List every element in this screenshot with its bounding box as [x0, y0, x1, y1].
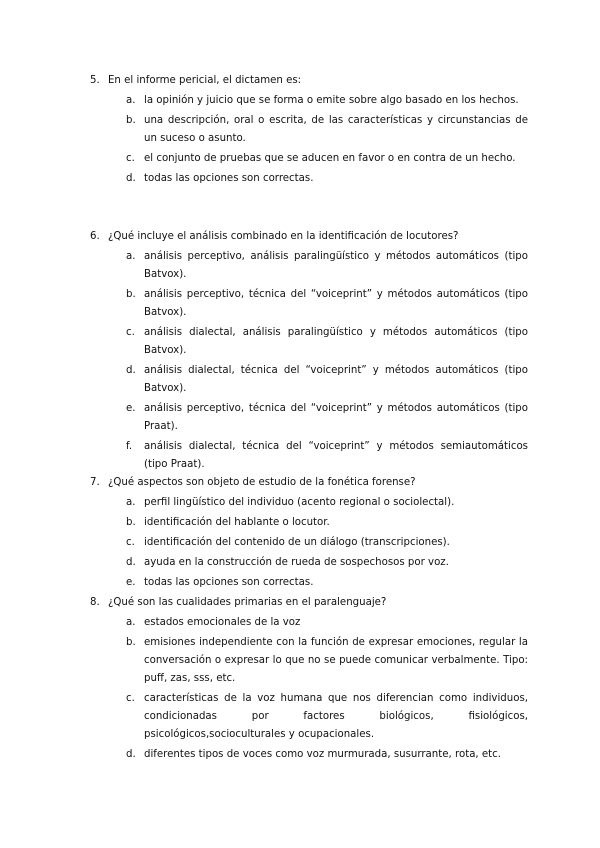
- option-text: análisis perceptivo, técnica del “voiceprint” y métodos automáticos (tipo Batvox).: [144, 289, 528, 318]
- option-list: [90, 614, 530, 764]
- option-text: identificación del contenido de un diálogo (transcripciones).: [144, 537, 450, 548]
- question-text: ¿Qué incluye el análisis combinado en la identificación de locutores?: [108, 231, 459, 242]
- option-text: ayuda en la construcción de rueda de sospechosos por voz.: [144, 557, 449, 568]
- option-item: [90, 514, 530, 532]
- option-item: [90, 554, 530, 572]
- option-text: el conjunto de pruebas que se aducen en favor o en contra de un hecho.: [144, 153, 516, 164]
- option-letter: b.: [126, 517, 136, 528]
- question-text: ¿Qué aspectos son objeto de estudio de la fonética forense?: [108, 477, 416, 488]
- option-letter: a.: [126, 617, 136, 628]
- option-text: análisis dialectal, técnica del “voiceprint” y métodos semiautomáticos (tipo Praat).: [144, 441, 528, 470]
- option-item: [90, 112, 530, 148]
- option-letter: a.: [126, 251, 136, 262]
- option-text: perfil lingüístico del individuo (acento regional o sociolectal).: [144, 497, 455, 508]
- option-item: [90, 690, 530, 744]
- option-item: [90, 574, 530, 592]
- option-item: [90, 248, 530, 284]
- option-list: [90, 494, 530, 592]
- option-text: identificación del hablante o locutor.: [144, 517, 330, 528]
- question-text: ¿Qué son las cualidades primarias en el paralenguaje?: [108, 597, 387, 608]
- question-number: 7.: [90, 477, 100, 488]
- option-text: todas las opciones son correctas.: [144, 173, 314, 184]
- option-letter: c.: [126, 537, 135, 548]
- option-letter: b.: [126, 637, 136, 648]
- option-text: análisis dialectal, análisis paralingüístico y métodos automáticos (tipo Batvox).: [144, 327, 528, 356]
- option-letter: e.: [126, 403, 136, 414]
- option-text: análisis dialectal, técnica del “voiceprint” y métodos automáticos (tipo Batvox).: [144, 365, 528, 394]
- question-8: [90, 594, 530, 766]
- option-letter: d.: [126, 557, 136, 568]
- question-number: 5.: [90, 75, 100, 86]
- option-letter: c.: [126, 693, 135, 704]
- option-letter: b.: [126, 289, 136, 300]
- option-letter: c.: [126, 153, 135, 164]
- question-text: En el informe pericial, el dictamen es:: [108, 75, 302, 86]
- option-text: una descripción, oral o escrita, de las características y circunstancias de un suceso o asunto.: [144, 115, 528, 144]
- option-text: estados emocionales de la voz: [144, 617, 301, 628]
- option-item: [90, 362, 530, 398]
- option-item: [90, 400, 530, 436]
- option-item: [90, 534, 530, 552]
- question-6: [90, 228, 530, 476]
- option-item: [90, 494, 530, 512]
- option-letter: a.: [126, 95, 136, 106]
- option-item: [90, 150, 530, 168]
- option-text: la opinión y juicio que se forma o emite sobre algo basado en los hechos.: [144, 95, 519, 106]
- option-letter: f.: [126, 441, 133, 452]
- option-text: características de la voz humana que nos diferencian como individuos, condicionadas por factores biológicos, fisiológicos, psicológicos,socioculturales y ocupacionales.: [144, 693, 528, 740]
- option-text: análisis perceptivo, técnica del “voiceprint” y métodos automáticos (tipo Praat).: [144, 403, 528, 432]
- option-text: emisiones independiente con la función de expresar emociones, regular la conversación o expresar lo que no se puede comunicar verbalmente. Tipo: puff, zas, sss, etc.: [144, 637, 528, 684]
- option-item: [90, 634, 530, 688]
- question-7: [90, 474, 530, 594]
- option-item: [90, 170, 530, 188]
- question-5: [90, 72, 530, 190]
- option-letter: c.: [126, 327, 135, 338]
- option-letter: d.: [126, 173, 136, 184]
- option-text: análisis perceptivo, análisis paralingüístico y métodos automáticos (tipo Batvox).: [144, 251, 528, 280]
- option-letter: a.: [126, 497, 136, 508]
- question-number: 8.: [90, 597, 100, 608]
- option-text: diferentes tipos de voces como voz murmurada, susurrante, rota, etc.: [144, 749, 502, 760]
- option-item: [90, 438, 530, 474]
- option-item: [90, 324, 530, 360]
- option-item: [90, 92, 530, 110]
- option-letter: d.: [126, 365, 136, 376]
- option-text: todas las opciones son correctas.: [144, 577, 314, 588]
- option-list: [90, 248, 530, 474]
- option-letter: d.: [126, 749, 136, 760]
- option-item: [90, 746, 530, 764]
- question-number: 6.: [90, 231, 100, 242]
- option-item: [90, 286, 530, 322]
- option-list: [90, 92, 530, 188]
- option-item: [90, 614, 530, 632]
- option-letter: e.: [126, 577, 136, 588]
- option-letter: b.: [126, 115, 136, 126]
